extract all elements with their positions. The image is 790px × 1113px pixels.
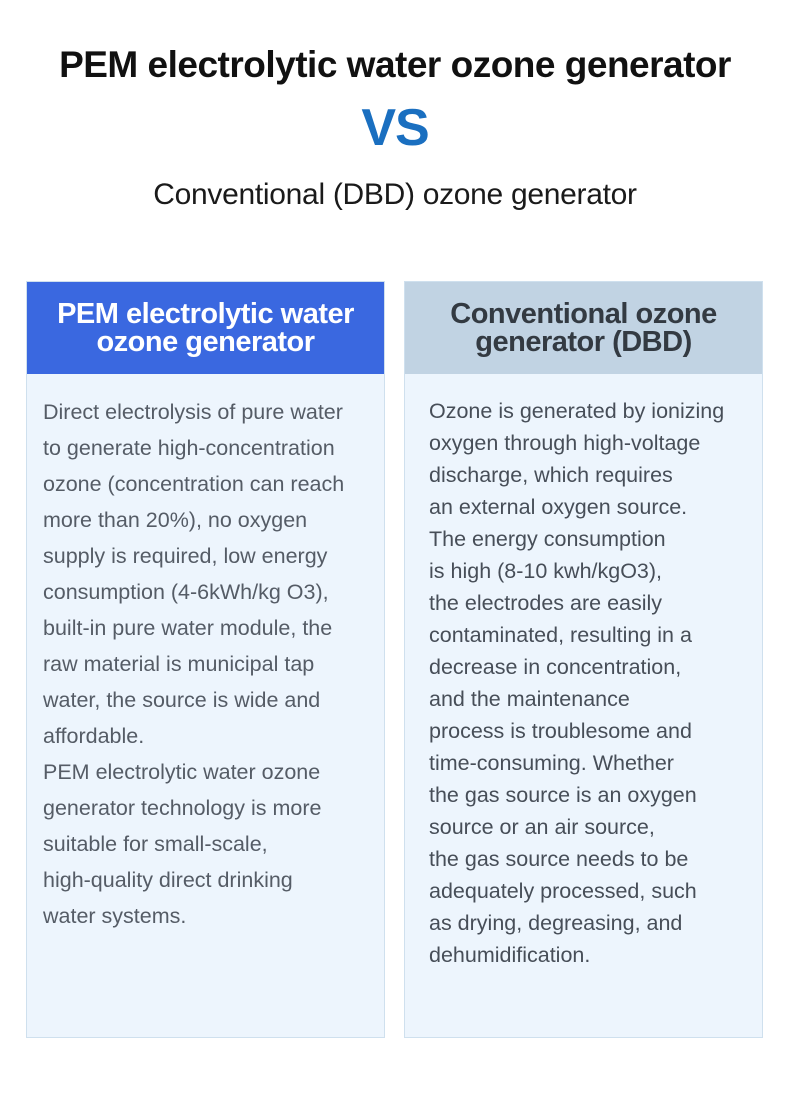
pem-card-heading bbox=[27, 282, 384, 374]
dbd-card-heading bbox=[405, 282, 762, 374]
page-title: PEM electrolytic water ozone generator bbox=[59, 44, 731, 85]
dbd-card-body: Ozone is generated by ionizing oxygen through high-voltage discharge, which requires an external oxygen source. The energy consumption is high (8-10 kwh/kgO3), the electrodes are easily contaminated, resulting in a decrease in concentration, and the maintenance process is troublesome and time-consuming. Whether the gas source is an oxygen source or an air source, the gas source needs to be adequately processed, such as drying, degreasing, and dehumidification. bbox=[429, 399, 725, 967]
vs-label: VS bbox=[361, 99, 429, 157]
page-subtitle: Conventional (DBD) ozone generator bbox=[153, 178, 637, 211]
dbd-card-heading-text: Conventional ozone generator (DBD) bbox=[450, 298, 717, 358]
pem-card-body: Direct electrolysis of pure water to generate high-concentration ozone (concentration can reach more than 20%), no oxygen supply is required, low energy consumption (4-6kWh/kg O3), built-in pure water module, the raw material is municipal tap water, the source is wide and affordable. PEM electrolytic water ozone generator technology is more suitable for small-scale, high-quality direct drinking water systems. bbox=[43, 400, 345, 928]
pem-comparison-card bbox=[26, 281, 385, 1038]
pem-card-heading-text: PEM electrolytic water ozone generator bbox=[57, 298, 354, 358]
dbd-comparison-card bbox=[404, 281, 763, 1038]
